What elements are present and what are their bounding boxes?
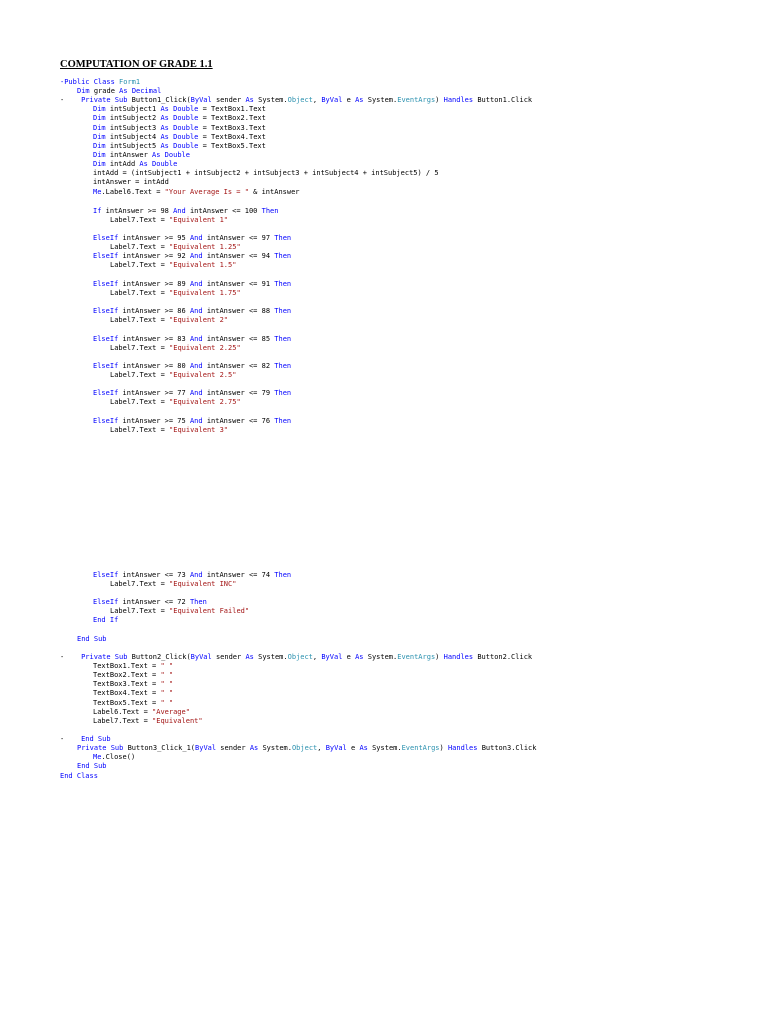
- code-token: intAnswer <= 72: [118, 598, 190, 606]
- code-token: -: [60, 735, 82, 743]
- code-token: intAnswer >= 75: [118, 417, 190, 425]
- code-line: [93, 105, 266, 114]
- code-token: System.: [367, 744, 402, 752]
- code-line: [93, 178, 169, 187]
- keyword-token: End Class: [60, 772, 98, 780]
- code-line: [93, 708, 190, 717]
- keyword-token: Decimal: [131, 87, 162, 95]
- code-token: intAnswer >= 80: [118, 362, 190, 370]
- code-token: .Label6.Text =: [101, 188, 165, 196]
- keyword-token: Private Sub: [81, 653, 128, 661]
- code-token: intAnswer <= 94: [202, 252, 275, 260]
- keyword-token: Dim: [93, 124, 106, 132]
- code-line: [93, 188, 300, 197]
- code-token: Label7.Text =: [110, 316, 170, 324]
- code-token: Label7.Text =: [110, 580, 170, 588]
- code-token: sender: [211, 653, 246, 661]
- keyword-token: Double: [164, 151, 190, 159]
- code-token: e: [346, 744, 360, 752]
- keyword-token: Then: [274, 307, 292, 315]
- code-line: [60, 96, 532, 105]
- string-token: "Equivalent Failed": [169, 607, 250, 615]
- code-line: [93, 280, 291, 289]
- code-line: [93, 717, 203, 726]
- code-token: e: [342, 653, 356, 661]
- type-token: EventArgs: [397, 96, 436, 104]
- string-token: "Equivalent 1.75": [169, 289, 241, 297]
- code-token: Label7.Text =: [110, 344, 170, 352]
- keyword-token: Dim: [93, 133, 106, 141]
- keyword-token: ElseIf: [93, 598, 119, 606]
- keyword-token: ElseIf: [93, 571, 119, 579]
- code-token: intAnswer <= 79: [202, 389, 275, 397]
- code-line: [93, 616, 118, 625]
- keyword-token: And: [189, 362, 203, 370]
- keyword-token: ElseIf: [93, 417, 119, 425]
- keyword-token: ElseIf: [93, 252, 119, 260]
- keyword-token: Double: [173, 142, 199, 150]
- code-token: Label7.Text =: [110, 243, 170, 251]
- code-line: [93, 362, 291, 371]
- code-token: Button3_Click_1(: [123, 744, 196, 752]
- keyword-token: Public Class: [64, 78, 115, 86]
- code-token: e: [342, 96, 356, 104]
- code-line: [77, 744, 537, 753]
- string-token: "Equivalent 3": [169, 426, 229, 434]
- keyword-token: And: [189, 234, 203, 242]
- code-token: Label7.Text =: [110, 216, 170, 224]
- code-token: intAdd: [105, 160, 140, 168]
- type-token: EventArgs: [397, 653, 436, 661]
- code-line: [110, 344, 241, 353]
- code-token: intAnswer >= 83: [118, 335, 190, 343]
- code-token: grade: [89, 87, 120, 95]
- code-line: [110, 398, 241, 407]
- keyword-token: As: [355, 653, 364, 661]
- keyword-token: And: [189, 571, 203, 579]
- code-line: [77, 87, 161, 96]
- keyword-token: Private Sub: [77, 744, 124, 752]
- code-line: [93, 598, 207, 607]
- code-line: [93, 671, 173, 680]
- keyword-token: Then: [189, 598, 207, 606]
- code-token: intAnswer >= 77: [118, 389, 190, 397]
- string-token: "Equivalent 2.75": [169, 398, 241, 406]
- code-line: [60, 78, 140, 87]
- code-token: ,: [312, 653, 322, 661]
- type-token: EventArgs: [401, 744, 440, 752]
- code-token: Label7.Text =: [110, 398, 170, 406]
- code-token: intAnswer >= 86: [118, 307, 190, 315]
- code-token: intAnswer <= 91: [202, 280, 275, 288]
- keyword-token: Dim: [77, 87, 90, 95]
- string-token: " ": [160, 689, 174, 697]
- keyword-token: End Sub: [77, 762, 107, 770]
- code-line: [110, 371, 236, 380]
- code-line: [60, 653, 532, 662]
- code-token: intAnswer >= 98: [101, 207, 174, 215]
- keyword-token: Then: [274, 234, 292, 242]
- string-token: "Your Average Is = ": [164, 188, 249, 196]
- keyword-token: Dim: [93, 160, 106, 168]
- code-token: Button2_Click(: [127, 653, 191, 661]
- keyword-token: Then: [274, 252, 292, 260]
- keyword-token: Then: [274, 280, 292, 288]
- keyword-token: Then: [274, 389, 292, 397]
- code-token: intAnswer <= 85: [202, 335, 275, 343]
- keyword-token: ByVal: [195, 744, 217, 752]
- code-token: intAdd = (intSubject1 + intSubject2 + intSubject3 + intSubject4 + intSubject5) / 5: [93, 169, 439, 177]
- code-token: = TextBox2.Text: [198, 114, 266, 122]
- code-line: [110, 261, 236, 270]
- keyword-token: Double: [173, 114, 199, 122]
- keyword-token: End If: [93, 616, 119, 624]
- code-token: ,: [317, 744, 326, 752]
- code-token: intAnswer: [105, 151, 153, 159]
- code-token: System.: [253, 653, 288, 661]
- string-token: "Equivalent": [152, 717, 203, 725]
- code-token: TextBox3.Text =: [93, 680, 161, 688]
- keyword-token: Dim: [93, 114, 106, 122]
- keyword-token: As: [359, 744, 368, 752]
- code-token: intAnswer >= 92: [118, 252, 190, 260]
- code-line: [93, 753, 135, 762]
- code-line: [60, 772, 98, 781]
- keyword-token: Dim: [93, 105, 106, 113]
- keyword-token: Double: [152, 160, 178, 168]
- code-line: [93, 699, 173, 708]
- code-token: ): [435, 96, 444, 104]
- string-token: "Equivalent 1.25": [169, 243, 241, 251]
- code-token: ): [439, 744, 448, 752]
- keyword-token: ByVal: [321, 96, 343, 104]
- code-token: .Close(): [101, 753, 136, 761]
- keyword-token: And: [189, 280, 203, 288]
- code-line: [93, 417, 291, 426]
- keyword-token: As: [160, 124, 169, 132]
- keyword-token: ElseIf: [93, 389, 119, 397]
- code-token: TextBox5.Text =: [93, 699, 161, 707]
- code-line: [93, 114, 266, 123]
- keyword-token: ByVal: [190, 653, 212, 661]
- code-token: intSubject5: [105, 142, 161, 150]
- type-token: Form1: [119, 78, 141, 86]
- code-token: TextBox2.Text =: [93, 671, 161, 679]
- type-token: Object: [287, 96, 313, 104]
- code-token: Button2.Click: [473, 653, 533, 661]
- string-token: " ": [160, 680, 174, 688]
- code-token: intAnswer <= 76: [202, 417, 275, 425]
- keyword-token: And: [189, 307, 203, 315]
- code-line: [77, 635, 107, 644]
- code-token: intAnswer <= 88: [202, 307, 275, 315]
- code-line: [93, 689, 173, 698]
- string-token: " ": [160, 662, 174, 670]
- keyword-token: And: [189, 252, 203, 260]
- code-token: System.: [363, 653, 398, 661]
- code-line: [110, 243, 241, 252]
- code-token: Label7.Text =: [110, 426, 170, 434]
- code-line: [110, 580, 236, 589]
- document-title: COMPUTATION OF GRADE 1.1: [60, 59, 213, 70]
- code-token: intAnswer <= 73: [118, 571, 190, 579]
- code-token: ): [435, 653, 444, 661]
- string-token: "Equivalent INC": [169, 580, 237, 588]
- keyword-token: As: [160, 105, 169, 113]
- code-token: intSubject1: [105, 105, 161, 113]
- keyword-token: ElseIf: [93, 234, 119, 242]
- code-token: Label7.Text =: [93, 717, 153, 725]
- code-line: [93, 142, 266, 151]
- keyword-token: -: [60, 78, 65, 86]
- code-token: TextBox4.Text =: [93, 689, 161, 697]
- keyword-token: And: [189, 417, 203, 425]
- code-token: = TextBox4.Text: [198, 133, 266, 141]
- keyword-token: Then: [274, 362, 292, 370]
- keyword-token: Handles: [443, 96, 474, 104]
- keyword-token: Private Sub: [81, 96, 128, 104]
- keyword-token: Handles: [447, 744, 478, 752]
- keyword-token: ByVal: [321, 653, 343, 661]
- code-line: [93, 335, 291, 344]
- type-token: Object: [291, 744, 318, 752]
- code-token: Button1_Click(: [127, 96, 191, 104]
- keyword-token: Dim: [93, 151, 106, 159]
- code-line: [93, 571, 291, 580]
- keyword-token: Then: [274, 335, 292, 343]
- code-token: = TextBox1.Text: [198, 105, 266, 113]
- keyword-token: Then: [261, 207, 279, 215]
- code-token: -: [60, 653, 82, 661]
- keyword-token: And: [189, 335, 203, 343]
- keyword-token: Me: [93, 188, 102, 196]
- code-token: & intAnswer: [248, 188, 300, 196]
- keyword-token: ElseIf: [93, 280, 119, 288]
- code-line: [93, 307, 291, 316]
- code-token: Label7.Text =: [110, 607, 170, 615]
- keyword-token: End Sub: [77, 635, 107, 643]
- code-line: [93, 234, 291, 243]
- code-line: [93, 662, 173, 671]
- code-line: [93, 169, 439, 178]
- code-line: [93, 124, 266, 133]
- code-token: Label6.Text =: [93, 708, 153, 716]
- keyword-token: Then: [274, 571, 292, 579]
- code-token: sender: [216, 744, 250, 752]
- code-token: intAnswer <= 97: [202, 234, 275, 242]
- code-token: intSubject4: [105, 133, 161, 141]
- keyword-token: As: [160, 133, 169, 141]
- keyword-token: ByVal: [325, 744, 347, 752]
- code-token: System.: [253, 96, 288, 104]
- keyword-token: Double: [173, 105, 199, 113]
- keyword-token: Double: [173, 133, 199, 141]
- keyword-token: ElseIf: [93, 335, 119, 343]
- keyword-token: Me: [93, 753, 102, 761]
- code-token: System.: [258, 744, 292, 752]
- keyword-token: As: [152, 151, 161, 159]
- code-line: [93, 389, 291, 398]
- keyword-token: As: [249, 744, 259, 752]
- code-token: intAnswer >= 95: [118, 234, 190, 242]
- keyword-token: If: [93, 207, 102, 215]
- code-line: [77, 762, 107, 771]
- keyword-token: End Sub: [81, 735, 111, 743]
- code-token: Label7.Text =: [110, 261, 170, 269]
- code-token: intAnswer <= 100: [185, 207, 262, 215]
- code-line: [110, 426, 228, 435]
- code-line: [110, 216, 228, 225]
- code-token: Label7.Text =: [110, 371, 170, 379]
- code-line: [93, 133, 266, 142]
- code-token: intSubject2: [105, 114, 161, 122]
- code-line: [110, 289, 241, 298]
- code-token: = TextBox3.Text: [198, 124, 266, 132]
- code-token: Button1.Click: [473, 96, 533, 104]
- code-token: intAnswer <= 82: [202, 362, 275, 370]
- keyword-token: As: [160, 142, 169, 150]
- code-token: intAnswer = intAdd: [93, 178, 169, 186]
- code-token: sender: [211, 96, 246, 104]
- keyword-token: Dim: [93, 142, 106, 150]
- keyword-token: Handles: [443, 653, 474, 661]
- code-line: [93, 207, 278, 216]
- type-token: Object: [287, 653, 313, 661]
- code-token: intAnswer >= 89: [118, 280, 190, 288]
- keyword-token: As: [245, 653, 254, 661]
- keyword-token: ElseIf: [93, 307, 119, 315]
- keyword-token: ByVal: [190, 96, 212, 104]
- string-token: "Equivalent 2.5": [169, 371, 237, 379]
- code-token: -: [60, 96, 82, 104]
- keyword-token: As: [119, 87, 128, 95]
- code-line: [93, 252, 291, 261]
- code-token: TextBox1.Text =: [93, 662, 161, 670]
- code-line: [60, 735, 111, 744]
- keyword-token: As: [245, 96, 254, 104]
- keyword-token: As: [139, 160, 148, 168]
- string-token: "Equivalent 2.25": [169, 344, 241, 352]
- code-token: intAnswer <= 74: [202, 571, 275, 579]
- string-token: "Equivalent 1": [169, 216, 229, 224]
- keyword-token: And: [173, 207, 186, 215]
- string-token: " ": [160, 699, 174, 707]
- keyword-token: And: [189, 389, 203, 397]
- code-token: ,: [312, 96, 322, 104]
- string-token: "Average": [152, 708, 190, 716]
- string-token: "Equivalent 1.5": [169, 261, 237, 269]
- keyword-token: ElseIf: [93, 362, 119, 370]
- code-line: [93, 160, 177, 169]
- code-token: = TextBox5.Text: [198, 142, 266, 150]
- code-token: intSubject3: [105, 124, 161, 132]
- code-token: Label7.Text =: [110, 289, 170, 297]
- code-line: [93, 680, 173, 689]
- string-token: " ": [160, 671, 174, 679]
- code-line: [93, 151, 190, 160]
- code-token: Button3.Click: [477, 744, 537, 752]
- keyword-token: Then: [274, 417, 292, 425]
- keyword-token: As: [355, 96, 364, 104]
- code-token: System.: [363, 96, 398, 104]
- code-line: [110, 316, 228, 325]
- keyword-token: Double: [173, 124, 199, 132]
- keyword-token: As: [160, 114, 169, 122]
- string-token: "Equivalent 2": [169, 316, 229, 324]
- code-line: [110, 607, 249, 616]
